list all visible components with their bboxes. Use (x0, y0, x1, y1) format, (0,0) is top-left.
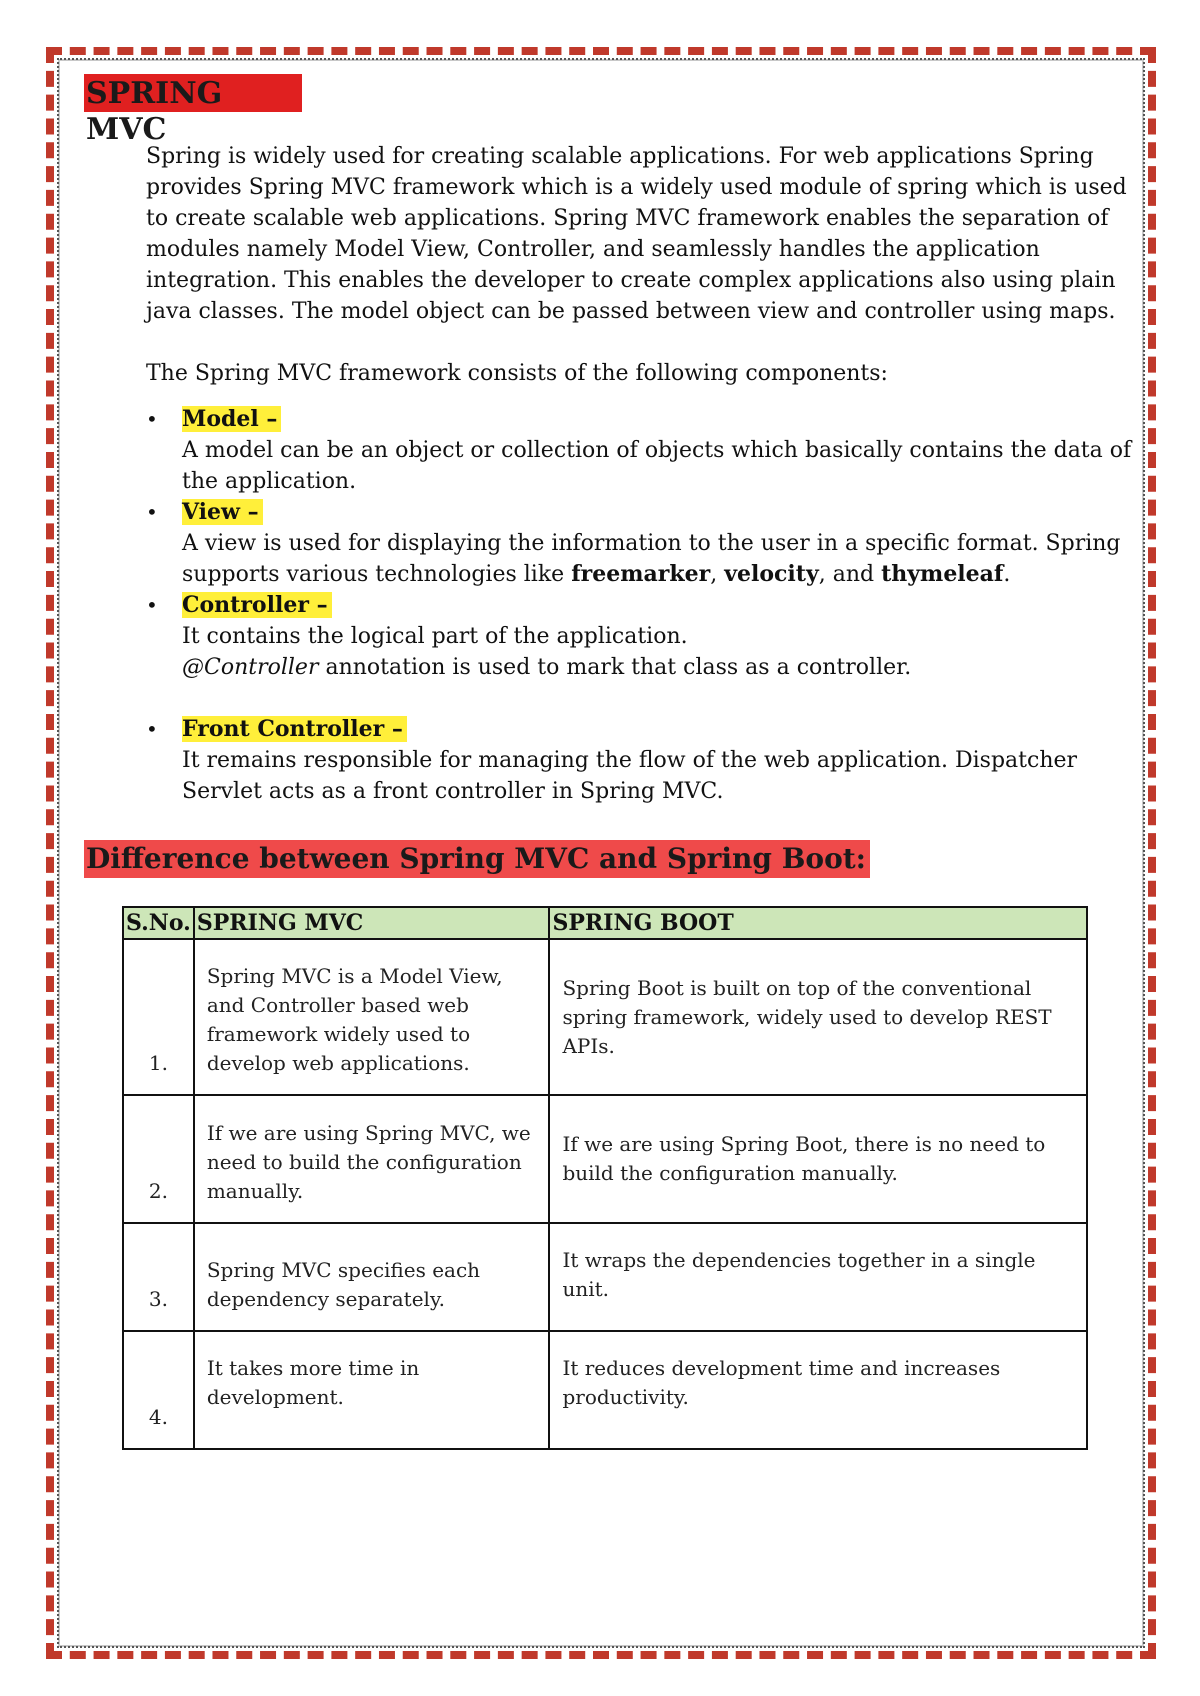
table-row (123, 1223, 1087, 1331)
header-spring-mvc: SPRING MVC (194, 907, 550, 939)
cell-boot: Spring Boot is built on top of the conventional spring framework, widely used to develop REST APIs. (549, 939, 1087, 1095)
difference-heading: Difference between Spring MVC and Spring Boot: (84, 840, 870, 878)
cell-mvc: Spring MVC specifies each dependency separately. (194, 1223, 550, 1331)
cell-mvc: If we are using Spring MVC, we need to build the configuration manually. (194, 1095, 550, 1223)
cell-sno: 2. (123, 1095, 194, 1223)
intro-paragraph: Spring is widely used for creating scalable applications. For web applications Spring provides Spring MVC framework which is a widely used module of spring which is used to create scalable web applications. Spring MVC framework enables the separation of modules namely Model View, Controller, and seamlessly handles the application integration. This enables the developer to create complex applications also using plain java classes. The model object can be passed between view and controller using maps. (146, 144, 1127, 324)
controller-annotation-rest: annotation is used to mark that class as a controller. (318, 655, 912, 680)
term-view: View – (182, 499, 263, 525)
tech-velocity: velocity (724, 561, 819, 587)
front-controller-description: It remains responsible for managing the flow of the web application. Dispatcher Servlet acts as a front controller in Spring MVC. (182, 748, 1078, 804)
list-item-front-controller (146, 714, 1136, 807)
tech-freemarker: freemarker (571, 561, 711, 587)
list-item-controller (146, 590, 1136, 683)
view-description: A view is used for displaying the information to the user in a specific format. Spring supports various technologies like (182, 531, 1121, 587)
page-title: SPRING MVC (84, 74, 302, 112)
cell-boot: It wraps the dependencies together in a single unit. (549, 1223, 1087, 1331)
bullet-icon: • (146, 593, 158, 617)
cell-mvc: Spring MVC is a Model View, and Controller based web framework widely used to develop web applications. (194, 939, 550, 1095)
table-row (123, 1331, 1087, 1449)
bullet-icon: • (146, 500, 158, 524)
view-sep-2: , and (818, 562, 882, 587)
components-list (146, 404, 1136, 807)
comparison-table (122, 906, 1088, 1450)
list-item-view (146, 497, 1136, 590)
components-lead: The Spring MVC framework consists of the following components: (146, 361, 888, 386)
controller-description: It contains the logical part of the application. (182, 624, 688, 649)
term-model: Model – (182, 406, 281, 432)
controller-annotation: @Controller (182, 655, 319, 680)
cell-boot: It reduces development time and increases productivity. (549, 1331, 1087, 1449)
view-sep-1: , (710, 562, 725, 587)
term-controller: Controller – (182, 592, 332, 618)
cell-sno: 1. (123, 939, 194, 1095)
header-sno: S.No. (123, 907, 194, 939)
cell-boot: If we are using Spring Boot, there is no need to build the configuration manually. (549, 1095, 1087, 1223)
table-row (123, 1095, 1087, 1223)
model-description: A model can be an object or collection of objects which basically contains the data of the application. (182, 438, 1132, 494)
term-front-controller: Front Controller – (182, 716, 407, 742)
header-spring-boot: SPRING BOOT (549, 907, 1087, 939)
bullet-icon: • (146, 407, 158, 431)
cell-sno: 3. (123, 1223, 194, 1331)
cell-sno: 4. (123, 1331, 194, 1449)
bullet-icon: • (146, 717, 158, 741)
list-item-model (146, 404, 1136, 497)
tech-thymeleaf: thymeleaf (881, 561, 1004, 587)
view-end: . (1003, 562, 1011, 587)
cell-mvc: It takes more time in development. (194, 1331, 550, 1449)
table-row (123, 939, 1087, 1095)
table-header-row (123, 907, 1087, 939)
